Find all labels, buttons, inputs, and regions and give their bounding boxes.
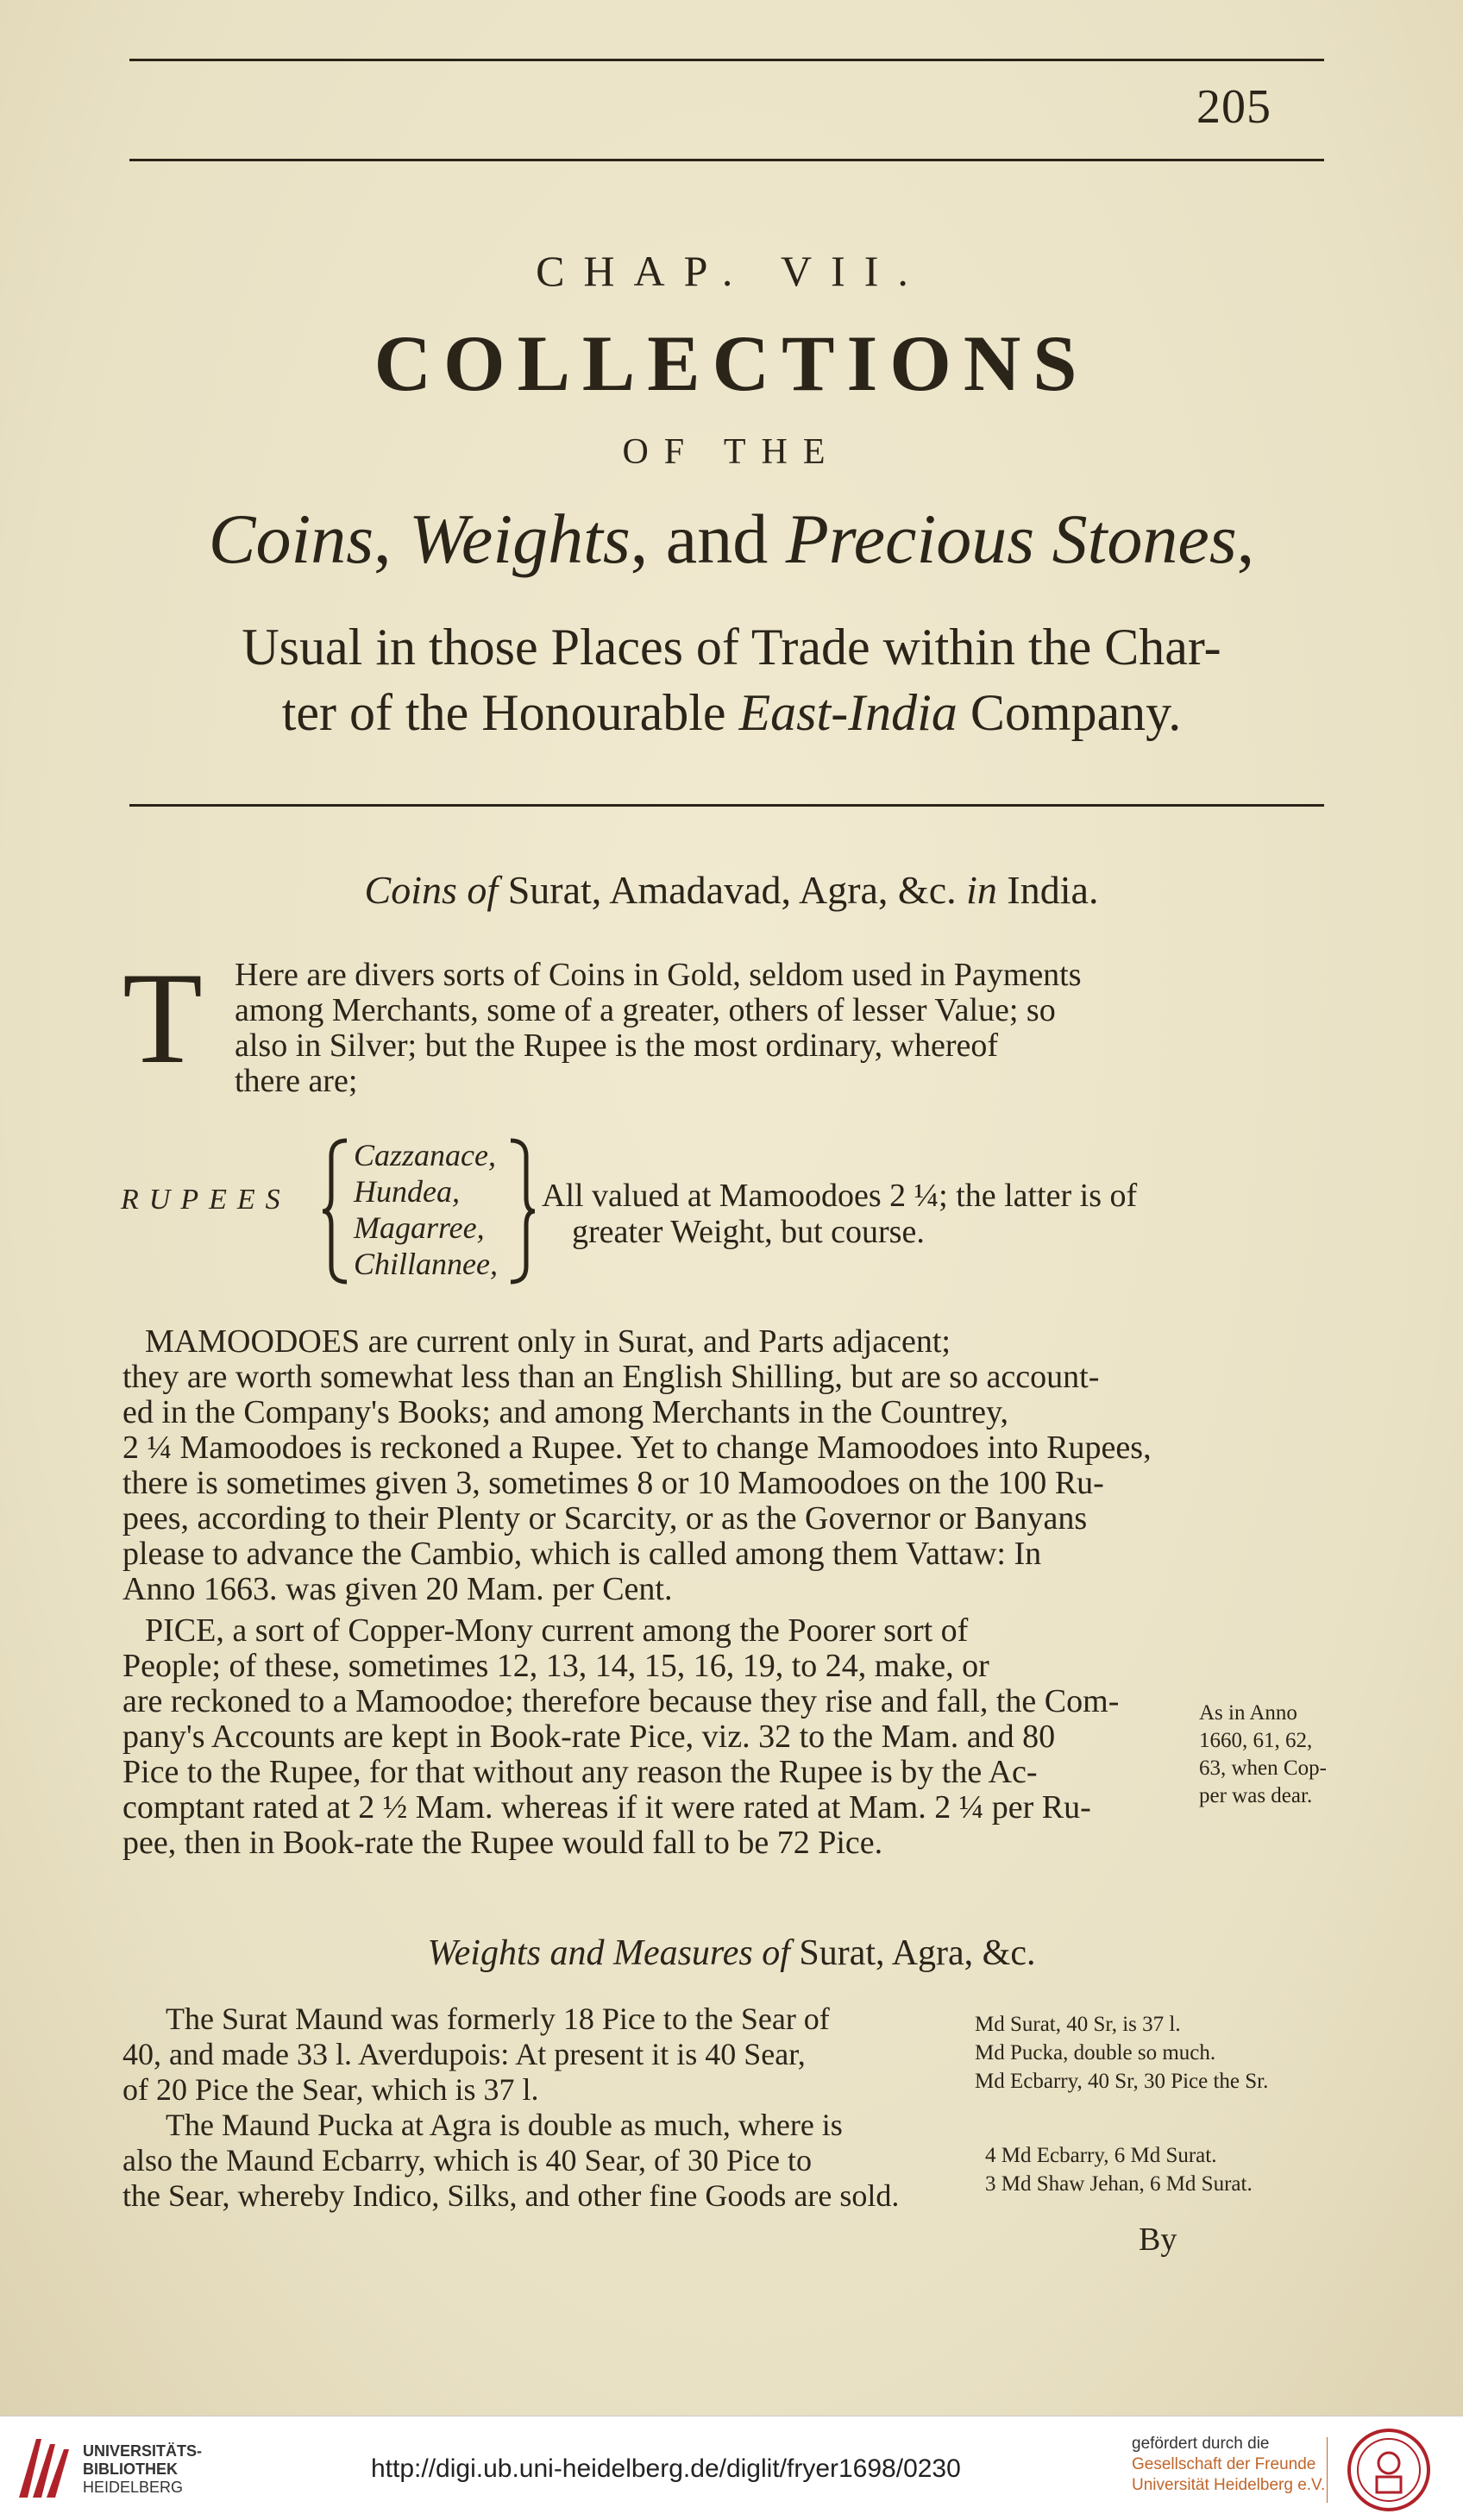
pice-line: Pice to the Rupee, for that without any reason the Rupee is by the Ac- xyxy=(122,1754,1038,1790)
mamoodoes-line: they are worth somewhat less than an English Shilling, but are so account- xyxy=(122,1359,1100,1395)
section1-heading-coins: Coins xyxy=(364,868,457,912)
footer-divider xyxy=(1327,2437,1328,2503)
library-name-line: UNIVERSITÄTS- xyxy=(83,2442,203,2460)
intro-line: among Merchants, some of a greater, others of lesser Value; so xyxy=(235,992,1056,1028)
sponsor-label: gefördert durch die xyxy=(1132,2435,1270,2453)
intro-paragraph xyxy=(235,958,1166,1099)
section-rule xyxy=(129,804,1324,807)
chapter-heading: CHAP. VII. xyxy=(536,247,927,295)
rupee-type: Chillannee, xyxy=(354,1247,498,1281)
maund-note: 4 Md Ecbarry, 6 Md Surat. xyxy=(985,2144,1217,2167)
mamoodoes-paragraph xyxy=(122,1324,1166,1607)
title-weights: Weights xyxy=(409,500,631,578)
intro-line: there are; xyxy=(235,1063,358,1099)
maund-line: 40, and made 33 l. Averdupois: At present it is 40 Sear, xyxy=(122,2037,806,2071)
maund-note: Md Surat, 40 Sr, is 37 l. xyxy=(975,2013,1181,2036)
rupee-value-line1: All valued at Mamoodoes 2 ¼; the latter is of xyxy=(542,1178,1138,1214)
maund-note: Md Ecbarry, 40 Sr, 30 Pice the Sr. xyxy=(975,2070,1269,2093)
university-seal-icon[interactable] xyxy=(1346,2427,1432,2513)
section1-heading-in: in xyxy=(966,868,997,912)
margin-note-line: 63, when Cop- xyxy=(1199,1756,1327,1780)
title-precious: Precious Stones xyxy=(785,500,1237,578)
maund-line: The Surat Maund was formerly 18 Pice to the Sear of xyxy=(166,2002,830,2036)
section2-heading xyxy=(0,1932,1463,1974)
mamoodoes-line: pees, according to their Plenty or Scarcity, or as the Governor or Banyans xyxy=(122,1500,1088,1537)
maund-margin-notes-2 xyxy=(985,2141,1253,2198)
subtitle-line1: Usual in those Places of Trade within the Char- xyxy=(242,619,1221,676)
pice-paragraph xyxy=(122,1613,1166,1861)
section2-heading-of: of xyxy=(762,1933,790,1973)
library-name-line: BIBLIOTHEK xyxy=(83,2460,178,2478)
pice-line: comptant rated at 2 ½ Mam. whereas if it were rated at Mam. 2 ¼ per Ru- xyxy=(122,1789,1091,1826)
sponsor-org[interactable]: Gesellschaft der Freunde xyxy=(1132,2455,1316,2473)
pice-line: are reckoned to a Mamoodoe; therefore because they rise and fall, the Com- xyxy=(122,1683,1120,1719)
rupee-type: Hundea, xyxy=(354,1174,460,1209)
viewer-footer xyxy=(0,2416,1463,2520)
mamoodoes-line: please to advance the Cambio, which is called among them Vattaw: In xyxy=(122,1536,1042,1572)
rupee-value-line2: greater Weight, but course. xyxy=(572,1214,925,1250)
right-brace-icon xyxy=(505,1137,537,1285)
library-logo-icon[interactable] xyxy=(16,2435,74,2501)
mamoodoes-line: MAMOODOES are current only in Surat, and Parts adjacent; xyxy=(145,1323,951,1360)
intro-line: also in Silver; but the Rupee is the most ordinary, whereof xyxy=(235,1027,999,1064)
maund-line: The Maund Pucka at Agra is double as much, where is xyxy=(166,2108,843,2142)
catchword: By xyxy=(1139,2221,1177,2258)
sponsor-org[interactable]: Universität Heidelberg e.V. xyxy=(1132,2476,1326,2494)
title-and: and xyxy=(665,500,769,578)
library-name-line: HEIDELBERG xyxy=(83,2479,184,2496)
left-brace-icon xyxy=(321,1137,352,1285)
pice-line: pany's Accounts are kept in Book-rate Pice, viz. 32 to the Mam. and 80 xyxy=(122,1719,1056,1755)
page-number: 205 xyxy=(1196,80,1271,134)
of-the-heading: OF THE xyxy=(622,432,841,472)
top-rule xyxy=(129,59,1324,61)
margin-note-line: As in Anno xyxy=(1199,1701,1297,1725)
maund-line: also the Maund Ecbarry, which is 40 Sear, of 30 Pice to xyxy=(122,2143,813,2178)
maund-line: of 20 Pice the Sear, which is 37 l. xyxy=(122,2072,539,2107)
section2-heading-a: Weights and Measures xyxy=(427,1933,753,1973)
subtitle xyxy=(0,614,1463,745)
title-coins: Coins xyxy=(208,500,374,578)
intro-line: Here are divers sorts of Coins in Gold, seldom used in Payments xyxy=(235,957,1082,993)
section1-heading xyxy=(0,867,1463,913)
pice-line: pee, then in Book-rate the Rupee would fall to be 72 Pice. xyxy=(122,1825,883,1861)
margin-note-line: 1660, 61, 62, xyxy=(1199,1729,1313,1752)
rupee-type: Magarree, xyxy=(354,1210,485,1245)
section1-heading-places: Surat, Amadavad, Agra, &c. xyxy=(507,868,957,912)
header-rule xyxy=(129,159,1324,161)
subtitle-line2-b: Company. xyxy=(970,684,1182,741)
pice-line: PICE, a sort of Copper-Mony current among the Poorer sort of xyxy=(145,1612,969,1649)
section1-heading-of: of xyxy=(467,868,499,912)
main-title: Coins, Weights, and Precious Stones, xyxy=(208,500,1255,578)
maund-paragraph xyxy=(122,2002,951,2214)
rupee-types-list xyxy=(354,1137,498,1282)
maund-margin-notes xyxy=(975,2010,1268,2096)
subtitle-line2-a: ter of the Honourable xyxy=(281,684,726,741)
subtitle-line2-italic: East-India xyxy=(738,684,958,741)
library-name xyxy=(83,2442,202,2497)
maund-note: 3 Md Shaw Jehan, 6 Md Surat. xyxy=(985,2172,1253,2196)
sponsor-credit xyxy=(1132,2434,1325,2496)
margin-note-line: per was dear. xyxy=(1199,1784,1313,1807)
mamoodoes-line: 2 ¼ Mamoodoes is reckoned a Rupee. Yet to change Mamoodoes into Rupees, xyxy=(122,1430,1152,1466)
mamoodoes-line: there is sometimes given 3, sometimes 8 or 10 Mamoodoes on the 100 Ru- xyxy=(122,1465,1104,1501)
maund-note: Md Pucka, double so much. xyxy=(975,2041,1216,2064)
rupee-type: Cazzanace, xyxy=(354,1138,496,1172)
rupee-value-text xyxy=(542,1178,1137,1250)
drop-cap: T xyxy=(122,946,203,1090)
permalink[interactable]: http://digi.ub.uni-heidelberg.de/diglit/fryer1698/0230 xyxy=(371,2454,961,2483)
rupees-label: RUPEES xyxy=(121,1184,291,1216)
subtitle-line2 xyxy=(0,680,1463,745)
mamoodoes-line: ed in the Company's Books; and among Merchants in the Countrey, xyxy=(122,1394,1009,1430)
mamoodoes-line: Anno 1663. was given 20 Mam. per Cent. xyxy=(122,1571,673,1607)
maund-line: the Sear, whereby Indico, Silks, and other fine Goods are sold. xyxy=(122,2178,900,2213)
collections-heading: COLLECTIONS xyxy=(374,319,1089,407)
section1-heading-india: India. xyxy=(1007,868,1099,912)
pice-line: People; of these, sometimes 12, 13, 14, 15, 16, 19, to 24, make, or xyxy=(122,1648,989,1684)
section2-heading-b: Surat, Agra, &c. xyxy=(799,1933,1036,1973)
pice-margin-note xyxy=(1199,1700,1327,1810)
